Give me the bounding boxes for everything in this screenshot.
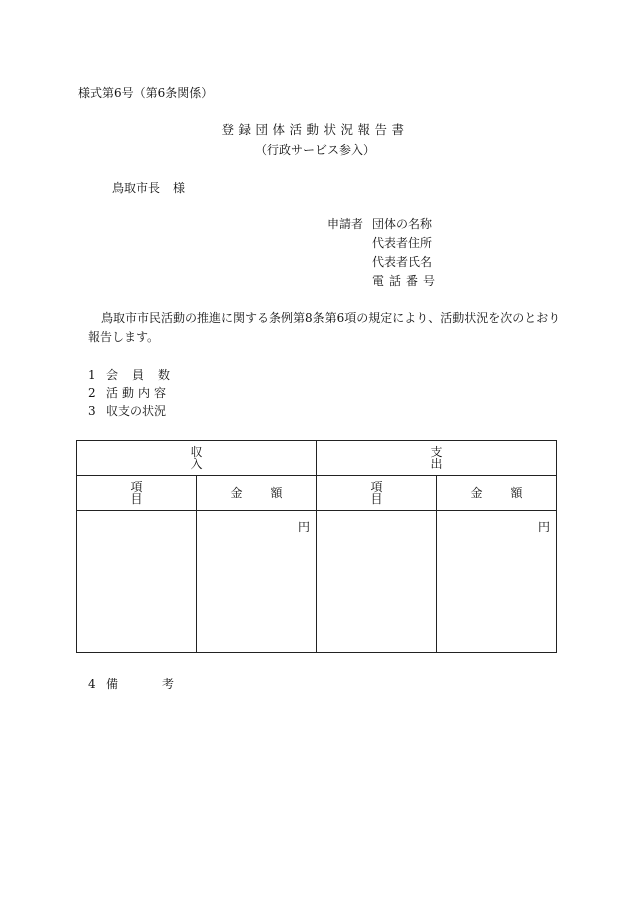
- income-amount-column-header: 金額: [197, 476, 317, 511]
- addressee: [112, 182, 185, 194]
- body-text-line-1: 鳥取市市民活動の推進に関する条例第8条第6項の規定により、活動状況を次のとおり: [101, 311, 561, 325]
- form-number: 様式第6号（第6条関係）: [78, 86, 214, 100]
- section-label: 収支の状況: [106, 404, 167, 418]
- table-row: [77, 511, 557, 653]
- expense-item-cell: [317, 511, 437, 653]
- expense-currency-unit: 円: [538, 520, 551, 534]
- section-label: 備考: [106, 677, 219, 691]
- body-text-line-2: 報告します。: [88, 330, 160, 344]
- expense-header: 支出: [317, 441, 557, 476]
- section-item-members: [88, 369, 184, 381]
- section-number: 2: [88, 386, 96, 400]
- table-header-row: [77, 441, 557, 476]
- section-label: 活動内容: [106, 386, 171, 400]
- document-title: 登録団体活動状況報告書: [221, 122, 409, 137]
- expense-amount-cell: [437, 511, 557, 653]
- applicant-field-phone: 電話番号: [372, 274, 441, 288]
- table-subheader-row: [77, 476, 557, 511]
- income-amount-cell: [197, 511, 317, 653]
- document-subtitle: （行政サービス参入）: [254, 143, 375, 157]
- section-number: 4: [88, 677, 96, 691]
- section-item-finances: [88, 405, 166, 417]
- income-item-column-header: 項目: [77, 476, 197, 511]
- addressee-honorific: 様: [173, 181, 186, 195]
- section-number: 3: [88, 404, 96, 418]
- income-currency-unit: 円: [298, 520, 311, 534]
- applicant-field-rep-address: 代表者住所: [372, 236, 433, 250]
- section-label: 会員数: [106, 368, 185, 382]
- applicant-field-rep-name: 代表者氏名: [372, 255, 433, 269]
- applicant-field-org-name: 団体の名称: [372, 217, 433, 231]
- expense-amount-column-header: 金額: [437, 476, 557, 511]
- income-item-cell: [77, 511, 197, 653]
- section-item-remarks: [88, 678, 218, 690]
- income-header: 収入: [77, 441, 317, 476]
- section-item-activities: [88, 387, 170, 399]
- section-number: 1: [88, 368, 96, 382]
- addressee-name: 鳥取市長: [112, 181, 161, 195]
- income-expense-table: [76, 440, 557, 653]
- expense-item-column-header: 項目: [317, 476, 437, 511]
- applicant-label: 申請者: [327, 217, 364, 231]
